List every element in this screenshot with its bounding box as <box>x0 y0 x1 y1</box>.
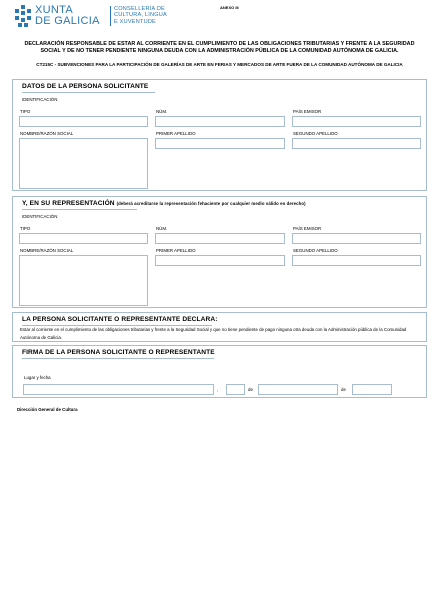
identification-label: IDENTIFICACIÓN <box>22 97 58 102</box>
declaration-text: Estar al corriente en el cumplimiento de las obligaciones tributarias y frente a la Seguridad Social y que no tiene pendiente de pago ninguna otra deuda con la Administración pública de la Comunidad Autónoma de Galicia. <box>20 327 407 341</box>
declaration-heading: LA PERSONA SOLICITANTE O REPRESENTANTE DECLARA: <box>22 316 218 323</box>
surname1-label: PRIMER APELLIDO <box>156 248 196 253</box>
document-title: DECLARACIÓN RESPONSABLE DE ESTAR AL CORRIENTE EN EL CUMPLIMIENTO DE LAS OBLIGACIONES TRIBUTARIAS Y FRENTE A LA SEGURIDAD SOCIAL Y DE NO TENER PENDIENTE NINGUNA DEUDA CON LA ADMINISTRACIÓN PÚBLICA DE LA COMUNIDAD AUTÓNOMA DE GALICIA. <box>24 41 415 55</box>
applicant-country-field[interactable] <box>292 116 421 127</box>
applicant-type-field[interactable] <box>19 116 148 127</box>
comma-separator: , <box>217 387 219 392</box>
number-label: NÚM. <box>156 109 168 114</box>
footer-directorate: Dirección General de Cultura <box>17 407 78 412</box>
representative-section <box>12 196 427 308</box>
representative-name-field[interactable] <box>19 255 148 306</box>
representative-heading <box>22 200 306 207</box>
country-label: PAÍS EMISOR <box>293 226 322 231</box>
surname2-label: SEGUNDO APELLIDO <box>293 248 338 253</box>
of-label-1: de <box>248 387 253 392</box>
declaration-section <box>12 312 427 342</box>
of-label-2: de <box>341 387 346 392</box>
signature-heading: FIRMA DE LA PERSONA SOLICITANTE O REPRESENTANTE <box>22 349 215 356</box>
name-label: NOMBRE/RAZÓN SOCIAL <box>20 248 74 253</box>
applicant-surname1-field[interactable] <box>155 138 285 149</box>
logo-galicia: DE GALICIA <box>35 15 100 27</box>
logo-xunta: XUNTA <box>35 4 73 16</box>
representative-number-field[interactable] <box>155 233 285 244</box>
place-date-label: Lugar y fecha <box>24 375 51 380</box>
logo-divider <box>110 6 111 26</box>
day-field[interactable] <box>226 384 245 395</box>
applicant-section <box>12 79 427 191</box>
type-label: TIPO <box>20 109 31 114</box>
department-name <box>114 6 167 25</box>
place-field[interactable] <box>23 384 214 395</box>
name-label: NOMBRE/RAZÓN SOCIAL <box>20 131 74 136</box>
document-subtitle: CT215C - SUBVENCIONES PARA LA PARTICIPACIÓN DE GALERÍAS DE ARTE EN FERIAS Y MERCADOS DE ARTE FUERA DE LA COMUNIDAD AUTÓNOMA DE GALICIA <box>36 62 403 67</box>
applicant-heading: DATOS DE LA PERSONA SOLICITANTE <box>22 83 149 90</box>
applicant-name-field[interactable] <box>19 138 148 189</box>
representative-note: (deberá acreditarse la representación fehaciente por cualquier medio válido en derecho) <box>116 201 306 206</box>
department-line-3: E XUVENTUDE <box>114 18 156 25</box>
representative-surname2-field[interactable] <box>292 255 421 266</box>
applicant-surname2-field[interactable] <box>292 138 421 149</box>
country-label: PAÍS EMISOR <box>293 109 322 114</box>
representative-type-field[interactable] <box>19 233 148 244</box>
signature-section <box>12 345 427 398</box>
section-rule <box>22 92 155 93</box>
surname2-label: SEGUNDO APELLIDO <box>293 131 338 136</box>
applicant-number-field[interactable] <box>155 116 285 127</box>
representative-surname1-field[interactable] <box>155 255 285 266</box>
department-line-2: CULTURA, LINGUA <box>114 12 167 19</box>
xunta-logo <box>14 5 174 29</box>
section-rule <box>22 209 137 210</box>
section-rule <box>22 358 214 359</box>
department-line-1: CONSELLERÍA DE <box>114 6 165 12</box>
number-label: NÚM. <box>156 226 168 231</box>
representative-heading-text: Y, EN SU REPRESENTACIÓN <box>22 200 115 207</box>
type-label: TIPO <box>20 226 31 231</box>
surname1-label: PRIMER APELLIDO <box>156 131 196 136</box>
xunta-crest-icon <box>14 5 32 27</box>
month-field[interactable] <box>258 384 338 395</box>
year-field[interactable] <box>352 384 392 395</box>
identification-label: IDENTIFICACIÓN <box>22 214 58 219</box>
annex-label: ANEXO III <box>220 5 239 10</box>
representative-country-field[interactable] <box>292 233 421 244</box>
